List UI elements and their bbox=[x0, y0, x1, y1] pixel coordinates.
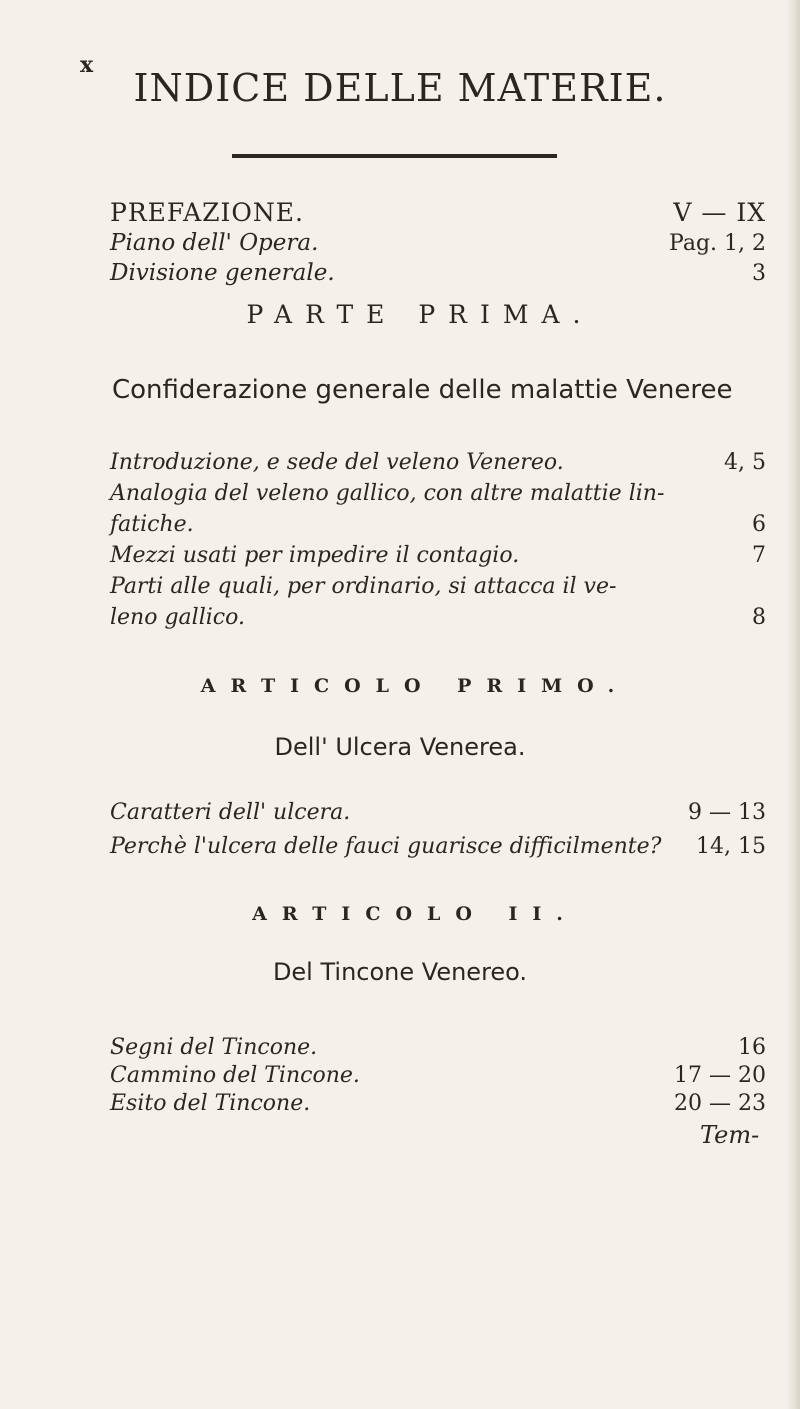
signature-mark: x bbox=[80, 52, 94, 78]
index-line bbox=[110, 1091, 766, 1116]
index-line bbox=[110, 481, 766, 506]
index-line-text: Mezzi usati per impedire il contagio. bbox=[110, 543, 520, 568]
intro-entry-label: Piano dell' Opera. bbox=[110, 230, 319, 256]
title-rule bbox=[232, 154, 557, 158]
index-line-text: Analogia del veleno gallico, con altre malattie lin- bbox=[110, 481, 665, 506]
index-line bbox=[110, 800, 766, 825]
prefazione-row bbox=[110, 198, 766, 227]
parte-subtitle: Confiderazione generale delle malattie Veneree bbox=[112, 375, 733, 405]
index-line-text: Parti alle quali, per ordinario, si attacca il ve- bbox=[110, 574, 617, 599]
index-line-pages: 9 — 13 bbox=[688, 800, 766, 825]
index-line-text: leno gallico. bbox=[110, 605, 245, 630]
articolo-1-heading: ARTICOLO PRIMO. bbox=[200, 675, 630, 697]
index-line-pages: 20 — 23 bbox=[674, 1091, 766, 1116]
index-line-pages: 14, 15 bbox=[696, 834, 766, 859]
intro-entry bbox=[110, 260, 766, 286]
prefazione-pages: V — IX bbox=[673, 198, 766, 227]
index-line bbox=[110, 512, 766, 537]
index-line-text: Segni del Tincone. bbox=[110, 1035, 318, 1060]
index-line-text: fatiche. bbox=[110, 512, 194, 537]
intro-entry bbox=[110, 230, 766, 256]
index-line-pages: 7 bbox=[752, 543, 766, 568]
index-line bbox=[110, 450, 766, 475]
index-line-pages: 17 — 20 bbox=[674, 1063, 766, 1088]
index-line bbox=[110, 543, 766, 568]
articolo-1-subtitle: Dell' Ulcera Venerea. bbox=[274, 733, 526, 761]
index-line-text: Caratteri dell' ulcera. bbox=[110, 800, 351, 825]
intro-entry-pages: Pag. 1, 2 bbox=[669, 231, 766, 256]
index-line bbox=[110, 605, 766, 630]
index-line-pages: 16 bbox=[738, 1035, 766, 1060]
articolo-2-heading: ARTICOLO II. bbox=[252, 903, 578, 925]
index-line-text: Esito del Tincone. bbox=[110, 1091, 311, 1116]
intro-entry-pages: 3 bbox=[752, 261, 766, 286]
index-line-pages: 4, 5 bbox=[724, 450, 766, 475]
index-line-pages: 6 bbox=[752, 512, 766, 537]
index-line-text: Cammino del Tincone. bbox=[110, 1063, 360, 1088]
index-line bbox=[110, 1035, 766, 1060]
intro-entry-label: Divisione generale. bbox=[110, 260, 335, 286]
parte-heading: PARTE PRIMA. bbox=[246, 300, 594, 329]
index-line-pages: 8 bbox=[752, 605, 766, 630]
prefazione-label: PREFAZIONE. bbox=[110, 198, 304, 227]
page-edge-shadow bbox=[786, 0, 800, 1409]
index-line-text: Perchè l'ulcera delle fauci guarisce difficilmente? bbox=[110, 834, 662, 859]
page-title: INDICE DELLE MATERIE. bbox=[133, 66, 667, 110]
index-line-text: Introduzione, e sede del veleno Venereo. bbox=[110, 450, 564, 475]
index-line bbox=[110, 1063, 766, 1088]
articolo-2-subtitle: Del Tincone Venereo. bbox=[272, 958, 528, 986]
catchword: Tem- bbox=[700, 1121, 760, 1149]
index-line bbox=[110, 834, 766, 859]
index-line bbox=[110, 574, 766, 599]
